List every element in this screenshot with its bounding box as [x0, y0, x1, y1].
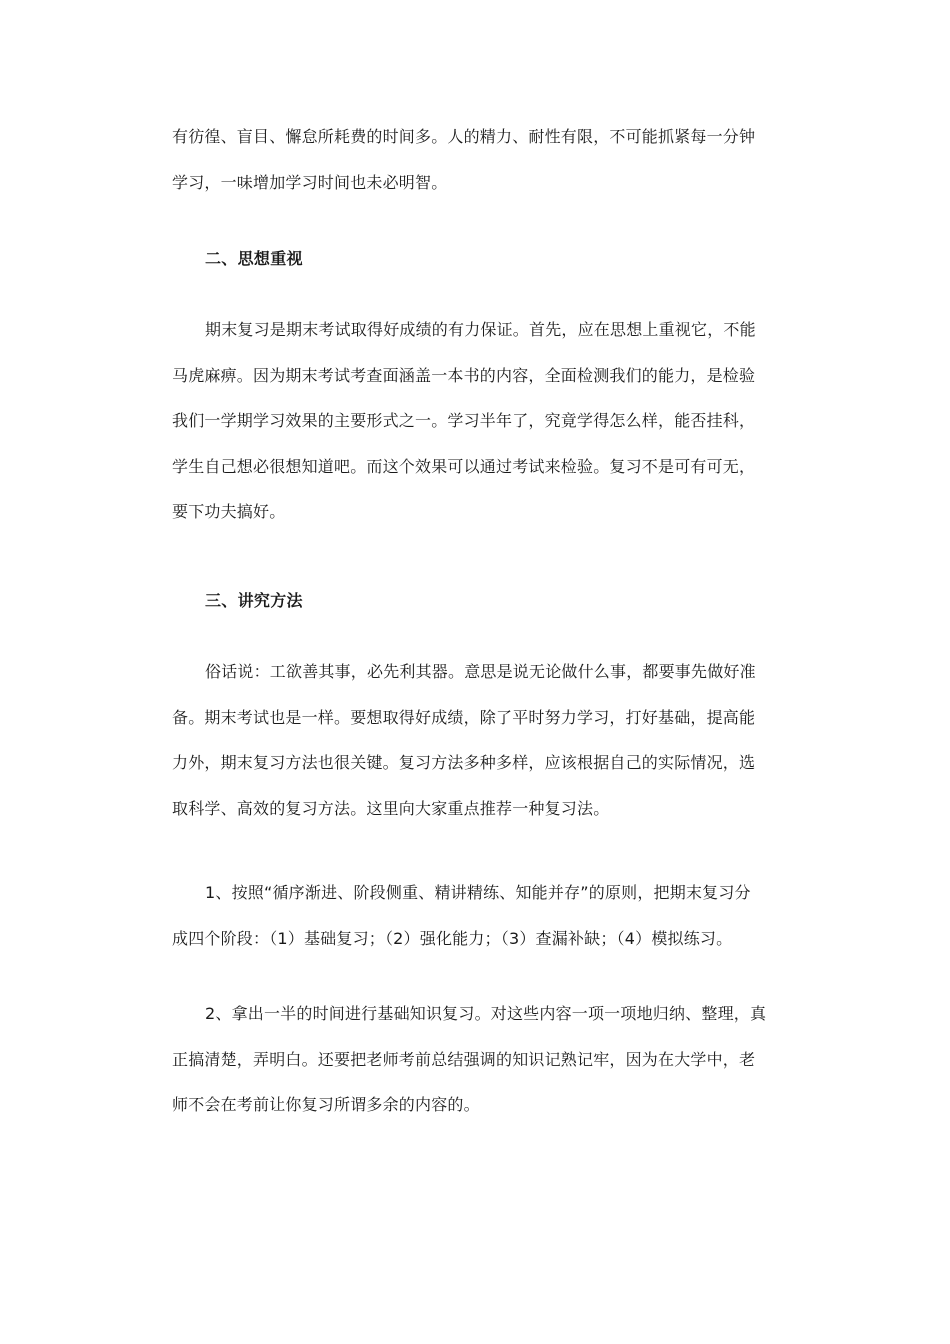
- text-line: 备。期末考试也是一样。要想取得好成绩，除了平时努力学习，打好基础，提高能: [172, 707, 756, 727]
- text-line: 期末复习是期末考试取得好成绩的有力保证。首先，应在思想上重视它，不能: [205, 320, 756, 339]
- text-line: 2、拿出一半的时间进行基础知识复习。对这些内容一项一项地归纳、整理，真: [205, 1004, 767, 1023]
- paragraph-intro-tail: [172, 114, 778, 205]
- text-line: 马虎麻痹。因为期末考试考查面涵盖一本书的内容，全面检测我们的能力，是检验: [172, 365, 756, 385]
- text-line: 力外，期末复习方法也很关键。复习方法多种多样，应该根据自己的实际情况，选: [172, 753, 756, 772]
- paragraph-section-2: [172, 307, 778, 535]
- text-line: 我们一学期学习效果的主要形式之一。学习半年了，究竟学得怎么样，能否挂科，: [172, 411, 756, 430]
- text-line: 正搞清楚，弄明白。还要把老师考前总结强调的知识记熟记牢，因为在大学中，老: [172, 1049, 756, 1069]
- text-line: 学习，一味增加学习时间也未必明智。: [172, 172, 448, 192]
- section-heading-3: 三、讲究方法: [205, 591, 303, 610]
- text-line: 成四个阶段：（1）基础复习；（2）强化能力；（3）查漏补缺；（4）模拟练习。: [172, 928, 733, 948]
- text-line: 取科学、高效的复习方法。这里向大家重点推荐一种复习法。: [172, 798, 610, 818]
- text-line: 俗话说：工欲善其事，必先利其器。意思是说无论做什么事，都要事先做好准: [205, 662, 756, 681]
- paragraph-section-3: [172, 649, 778, 831]
- paragraph-point-2: [172, 991, 778, 1128]
- text-line: 要下功夫搞好。: [172, 502, 286, 521]
- text-line: 有彷徨、盲目、懈怠所耗费的时间多。人的精力、耐性有限，不可能抓紧每一分钟: [172, 127, 756, 146]
- section-heading-2: 二、思想重视: [205, 249, 303, 268]
- text-line: 1、按照“循序渐进、阶段侧重、精讲精练、知能并存”的原则，把期末复习分: [205, 883, 751, 902]
- text-line: 学生自己想必很想知道吧。而这个效果可以通过考试来检验。复习不是可有可无，: [172, 456, 756, 476]
- text-line: 师不会在考前让你复习所谓多余的内容的。: [172, 1095, 480, 1114]
- paragraph-point-1: [172, 870, 778, 961]
